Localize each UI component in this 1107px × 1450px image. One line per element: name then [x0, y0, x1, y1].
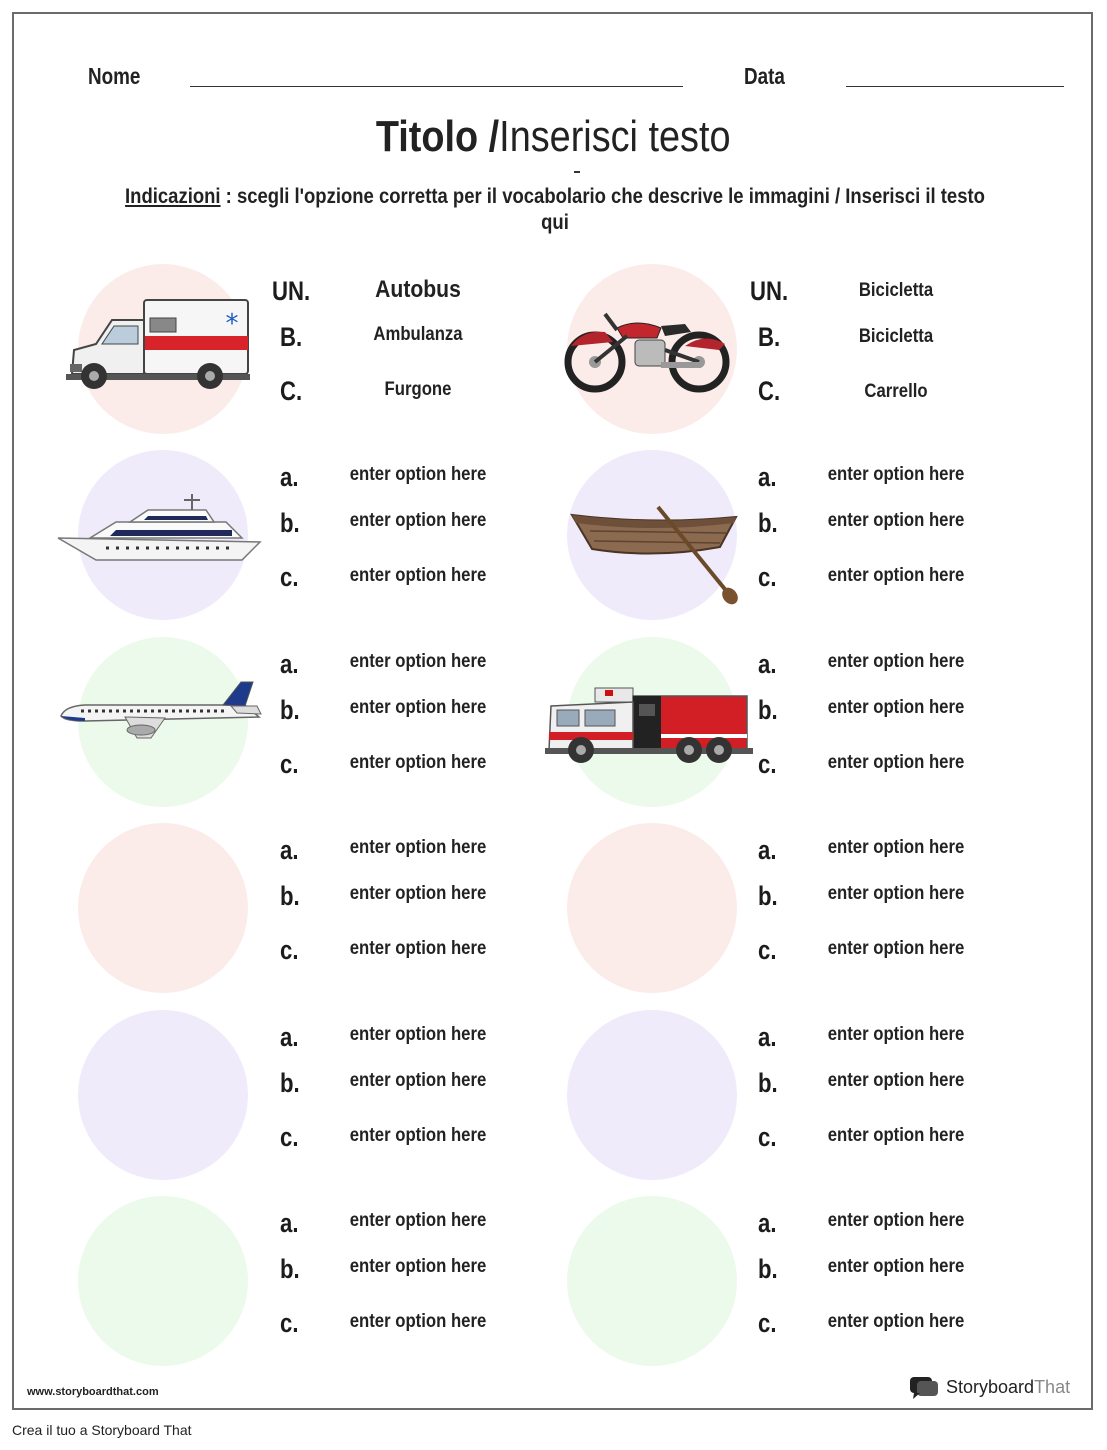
title-dash — [574, 171, 580, 173]
answer-option[interactable]: enter option here — [827, 883, 965, 904]
option-letter: c. — [280, 935, 299, 965]
title-light: Inserisci testo — [499, 112, 731, 161]
answer-option[interactable]: enter option here — [349, 883, 487, 904]
option-letter: b. — [758, 695, 778, 725]
answer-option[interactable]: enter option here — [827, 752, 965, 773]
option-letter: c. — [758, 749, 777, 779]
name-line[interactable] — [190, 86, 683, 87]
answer-option[interactable]: enter option here — [349, 1024, 487, 1045]
speech-bubble-icon — [908, 1374, 940, 1400]
answer-option[interactable]: enter option here — [827, 565, 965, 586]
rowboat-icon — [570, 505, 738, 605]
answer-option[interactable]: enter option here — [827, 1311, 965, 1332]
option-letter: c. — [280, 1122, 299, 1152]
answer-option[interactable]: enter option here — [827, 1210, 965, 1231]
answer-option[interactable]: enter option here — [349, 510, 487, 531]
option-letter: b. — [280, 508, 300, 538]
directions-label: Indicazioni — [125, 185, 221, 208]
answer-option[interactable]: enter option here — [349, 1125, 487, 1146]
answer-option[interactable]: Bicicletta — [858, 326, 934, 347]
answer-option[interactable]: enter option here — [827, 1125, 965, 1146]
option-letter: b. — [758, 881, 778, 911]
answer-option[interactable]: enter option here — [349, 697, 487, 718]
option-letter: b. — [280, 881, 300, 911]
answer-option[interactable]: enter option here — [349, 651, 487, 672]
title-bold: Titolo / — [376, 112, 500, 161]
answer-option[interactable]: Bicicletta — [858, 280, 934, 301]
yacht-icon — [56, 490, 262, 564]
option-letter: C. — [280, 376, 303, 406]
option-letter: c. — [280, 749, 299, 779]
answer-option[interactable]: enter option here — [349, 1256, 487, 1277]
answer-option[interactable]: enter option here — [827, 464, 965, 485]
option-letter: c. — [758, 562, 777, 592]
option-letter: a. — [280, 462, 299, 492]
answer-option[interactable]: Autobus — [375, 276, 461, 303]
option-letter: b. — [758, 508, 778, 538]
option-letter: a. — [758, 1022, 777, 1052]
option-letter: b. — [280, 695, 300, 725]
option-letter: b. — [280, 1068, 300, 1098]
answer-option[interactable]: enter option here — [827, 837, 965, 858]
answer-option[interactable]: enter option here — [349, 1210, 487, 1231]
page-title — [0, 112, 1107, 162]
picture-circle — [78, 823, 248, 993]
directions-text: : scegli l'opzione corretta per il vocabolario che descrive le immagini / Inserisci il testo qui — [220, 185, 985, 234]
option-letter: a. — [758, 649, 777, 679]
option-letter: a. — [280, 1208, 299, 1238]
answer-option[interactable]: enter option here — [349, 752, 487, 773]
answer-option[interactable]: enter option here — [827, 651, 965, 672]
option-letter: c. — [758, 935, 777, 965]
picture-circle — [78, 1010, 248, 1180]
answer-option[interactable]: Ambulanza — [373, 324, 463, 345]
option-letter: B. — [758, 322, 781, 352]
option-letter: a. — [758, 1208, 777, 1238]
name-label: Nome — [88, 63, 141, 89]
answer-option[interactable]: Carrello — [864, 381, 928, 402]
answer-option[interactable]: enter option here — [349, 1311, 487, 1332]
answer-option[interactable]: enter option here — [827, 1024, 965, 1045]
picture-circle — [78, 1196, 248, 1366]
option-letter: c. — [758, 1308, 777, 1338]
option-letter: c. — [758, 1122, 777, 1152]
fire-truck-icon — [545, 686, 755, 766]
option-letter: c. — [280, 562, 299, 592]
option-letter: a. — [758, 835, 777, 865]
brand-light: That — [1034, 1376, 1071, 1397]
option-letter: b. — [280, 1254, 300, 1284]
answer-option[interactable]: enter option here — [349, 837, 487, 858]
answer-option[interactable]: Furgone — [384, 379, 452, 400]
option-letter: UN. — [272, 276, 311, 306]
picture-circle — [567, 823, 737, 993]
answer-option[interactable]: enter option here — [827, 938, 965, 959]
brand-main: Storyboard — [946, 1376, 1035, 1397]
option-letter: b. — [758, 1068, 778, 1098]
option-letter: a. — [280, 1022, 299, 1052]
airplane-icon — [55, 680, 263, 742]
option-letter: UN. — [750, 276, 789, 306]
option-letter: B. — [280, 322, 303, 352]
option-letter: c. — [280, 1308, 299, 1338]
answer-option[interactable]: enter option here — [827, 510, 965, 531]
option-letter: C. — [758, 376, 781, 406]
storyboardthat-logo[interactable] — [908, 1373, 1070, 1401]
answer-option[interactable]: enter option here — [827, 1256, 965, 1277]
ambulance-icon — [66, 298, 250, 392]
answer-option[interactable]: enter option here — [349, 565, 487, 586]
answer-option[interactable]: enter option here — [349, 938, 487, 959]
date-line[interactable] — [846, 86, 1064, 87]
answer-option[interactable]: enter option here — [349, 464, 487, 485]
answer-option[interactable]: enter option here — [827, 1070, 965, 1091]
answer-option[interactable]: enter option here — [349, 1070, 487, 1091]
directions — [60, 184, 1050, 236]
option-letter: a. — [280, 835, 299, 865]
picture-circle — [567, 1196, 737, 1366]
answer-option[interactable]: enter option here — [827, 697, 965, 718]
footer-url[interactable]: www.storyboardthat.com — [27, 1386, 159, 1398]
option-letter: b. — [758, 1254, 778, 1284]
date-label: Data — [744, 63, 785, 89]
create-link[interactable]: Crea il tuo a Storyboard That — [12, 1422, 192, 1438]
option-letter: a. — [758, 462, 777, 492]
svg-text:*: * — [225, 309, 239, 339]
option-letter: a. — [280, 649, 299, 679]
picture-circle — [567, 1010, 737, 1180]
motorcycle-icon — [565, 306, 731, 394]
